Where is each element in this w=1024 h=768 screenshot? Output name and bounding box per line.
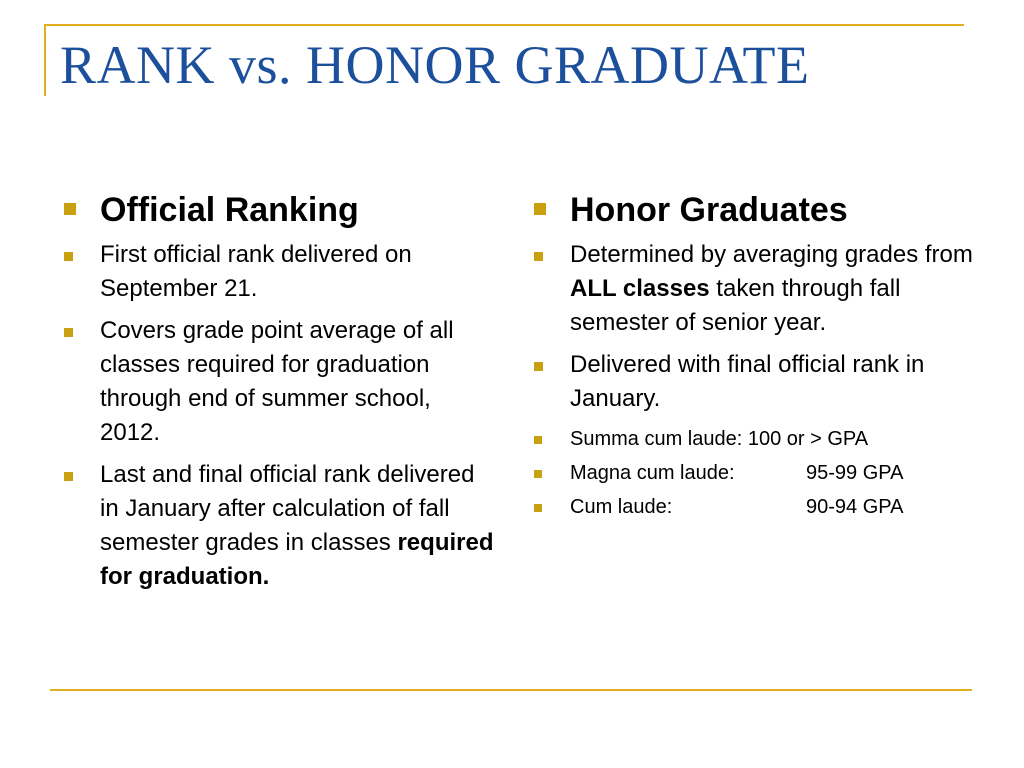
square-bullet-icon xyxy=(64,328,73,337)
honor-graduates-heading-text: Honor Graduates xyxy=(570,191,848,229)
list-item xyxy=(64,238,494,306)
honor-level-label: Cum laude: xyxy=(570,496,673,518)
square-bullet-icon xyxy=(534,252,543,261)
honor-graduates-heading xyxy=(534,190,974,230)
list-item-bold-text: required for graduation. xyxy=(100,529,494,590)
honor-graduates-list xyxy=(534,238,974,522)
list-item-text: Determined by averaging grades from xyxy=(570,241,973,268)
square-bullet-icon xyxy=(534,436,542,444)
list-item xyxy=(64,458,494,594)
square-bullet-icon xyxy=(64,203,76,215)
list-item-text: Delivered with final official rank in January. xyxy=(570,351,925,412)
honor-level-cum xyxy=(534,492,974,522)
list-item xyxy=(64,314,494,450)
left-column xyxy=(64,190,494,602)
frame-left-rule xyxy=(44,24,46,96)
square-bullet-icon xyxy=(534,203,546,215)
honor-level-label: Magna cum laude: xyxy=(570,462,735,484)
square-bullet-icon xyxy=(534,362,543,371)
list-item xyxy=(534,238,974,340)
square-bullet-icon xyxy=(534,504,542,512)
list-item-text: Covers grade point average of all classes required for graduation through end of summer school, 2012. xyxy=(100,317,454,446)
footer-rule xyxy=(50,689,972,691)
official-ranking-heading-text: Official Ranking xyxy=(100,191,359,229)
official-ranking-heading xyxy=(64,190,494,230)
official-ranking-list xyxy=(64,238,494,594)
honor-level-magna xyxy=(534,458,974,488)
square-bullet-icon xyxy=(534,470,542,478)
honor-level-summa xyxy=(534,424,974,454)
list-item-bold-text: ALL classes xyxy=(570,275,710,302)
list-item xyxy=(534,348,974,416)
right-column xyxy=(534,190,974,526)
slide-title: RANK vs. HONOR GRADUATE xyxy=(60,35,810,95)
list-item-text: taken through fall semester of senior year. xyxy=(570,275,901,336)
honor-level-gpa: 90-94 GPA xyxy=(806,496,904,518)
square-bullet-icon xyxy=(64,472,73,481)
honor-level-gpa: 95-99 GPA xyxy=(806,462,904,484)
list-item-text: Last and final official rank delivered in January after calculation of fall semester grades in classes xyxy=(100,461,475,556)
honor-level-label: Summa cum laude: 100 or > GPA xyxy=(570,428,869,450)
square-bullet-icon xyxy=(64,252,73,261)
list-item-text: First official rank delivered on September 21. xyxy=(100,241,412,302)
frame-top-rule xyxy=(44,24,964,26)
